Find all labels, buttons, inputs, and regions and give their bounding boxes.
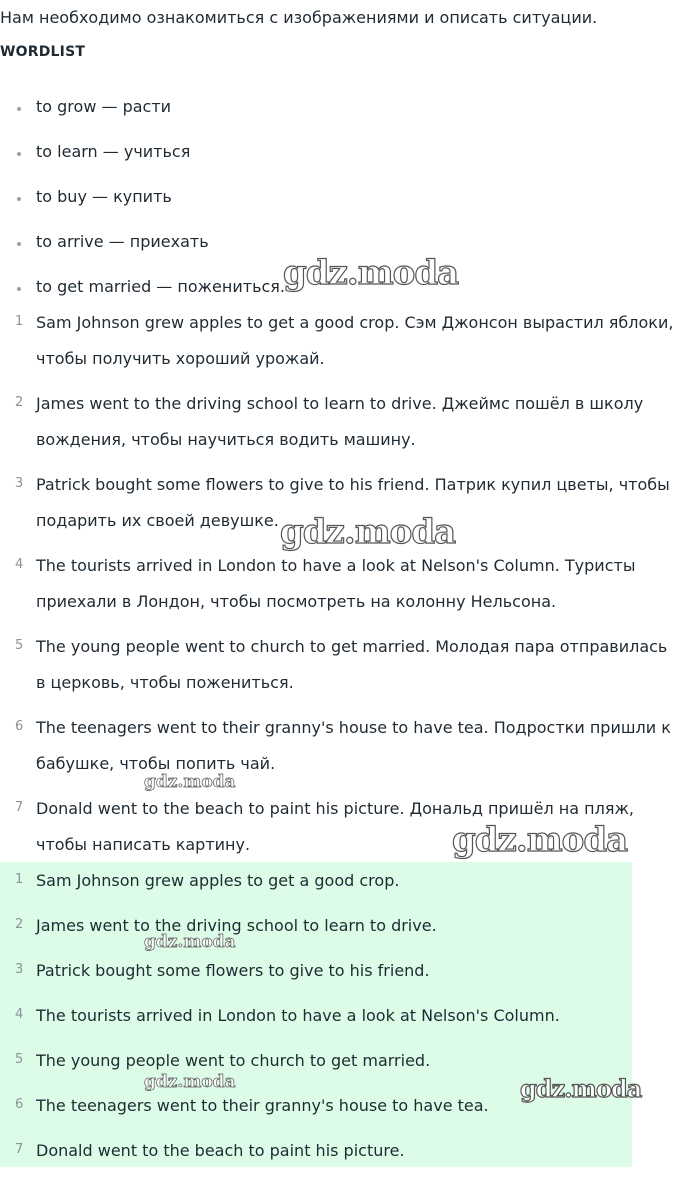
list-number: 5: [15, 638, 24, 653]
list-number: 3: [15, 962, 24, 977]
wordlist-heading: WORDLIST: [0, 44, 86, 60]
watermark: gdz.moda: [283, 253, 459, 293]
list-item-text: The young people went to church to get married. Молодая пара отправилась в церковь, чтобы пожениться.: [36, 637, 668, 692]
bullet-icon: [17, 242, 21, 246]
watermark: gdz.moda: [452, 820, 628, 860]
list-item-text: Sam Johnson grew apples to get a good crop. Сэм Джонсон вырастил яблоки, чтобы получить хороший урожай.: [36, 313, 674, 368]
wordlist-item-text: to get married — пожениться.: [36, 277, 286, 296]
watermark: gdz.moda: [280, 512, 456, 552]
list-number: 3: [15, 476, 24, 491]
list-item-text: Patrick bought some flowers to give to his friend. Патрик купил цветы, чтобы подарить их своей девушке.: [36, 475, 670, 530]
wordlist-item-text: to arrive — приехать: [36, 232, 209, 251]
bullet-icon: [17, 152, 21, 156]
list-item-text: The tourists arrived in London to have a look at Nelson's Column. Туристы приехали в Лондон, чтобы посмотреть на колонну Нельсона.: [36, 556, 636, 611]
list-number: 7: [15, 800, 24, 815]
watermark: gdz.moda: [144, 1072, 236, 1092]
list-item-text: Donald went to the beach to paint his picture. Дональд пришёл на пляж, чтобы написать картину.: [36, 799, 634, 854]
list-number: 2: [15, 395, 24, 410]
wordlist-item-text: to buy — купить: [36, 187, 172, 206]
list-item-text: Sam Johnson grew apples to get a good crop.: [36, 871, 400, 890]
list-number: 5: [15, 1052, 24, 1067]
list-number: 6: [15, 719, 24, 734]
watermark: gdz.moda: [520, 1074, 642, 1103]
list-number: 2: [15, 917, 24, 932]
bullet-icon: [17, 107, 21, 111]
list-item-text: James went to the driving school to learn to drive.: [36, 916, 437, 935]
list-number: 1: [15, 314, 24, 329]
list-number: 4: [15, 557, 24, 572]
bullet-icon: [17, 197, 21, 201]
list-number: 6: [15, 1097, 24, 1112]
list-number: 1: [15, 872, 24, 887]
list-item-text: The young people went to church to get married.: [36, 1051, 431, 1070]
wordlist-item-text: to grow — расти: [36, 97, 172, 116]
list-number: 7: [15, 1142, 24, 1157]
list-item-text: The tourists arrived in London to have a look at Nelson's Column.: [36, 1006, 560, 1025]
watermark: gdz.moda: [144, 932, 236, 952]
list-item-text: The teenagers went to their granny's house to have tea.: [36, 1096, 489, 1115]
watermark: gdz.moda: [144, 772, 236, 792]
wordlist-item-text: to learn — учиться: [36, 142, 191, 161]
list-item-text: Patrick bought some flowers to give to his friend.: [36, 961, 430, 980]
list-number: 4: [15, 1007, 24, 1022]
list-item-text: Donald went to the beach to paint his picture.: [36, 1141, 405, 1160]
bullet-icon: [17, 287, 21, 291]
intro-text: Нам необходимо ознакомиться с изображениями и описать ситуации.: [0, 8, 598, 27]
list-item-text: James went to the driving school to learn to drive. Джеймс пошёл в школу вождения, чтобы научиться водить машину.: [36, 394, 644, 449]
list-item-text: The teenagers went to their granny's house to have tea. Подростки пришли к бабушке, чтобы попить чай.: [36, 718, 671, 773]
